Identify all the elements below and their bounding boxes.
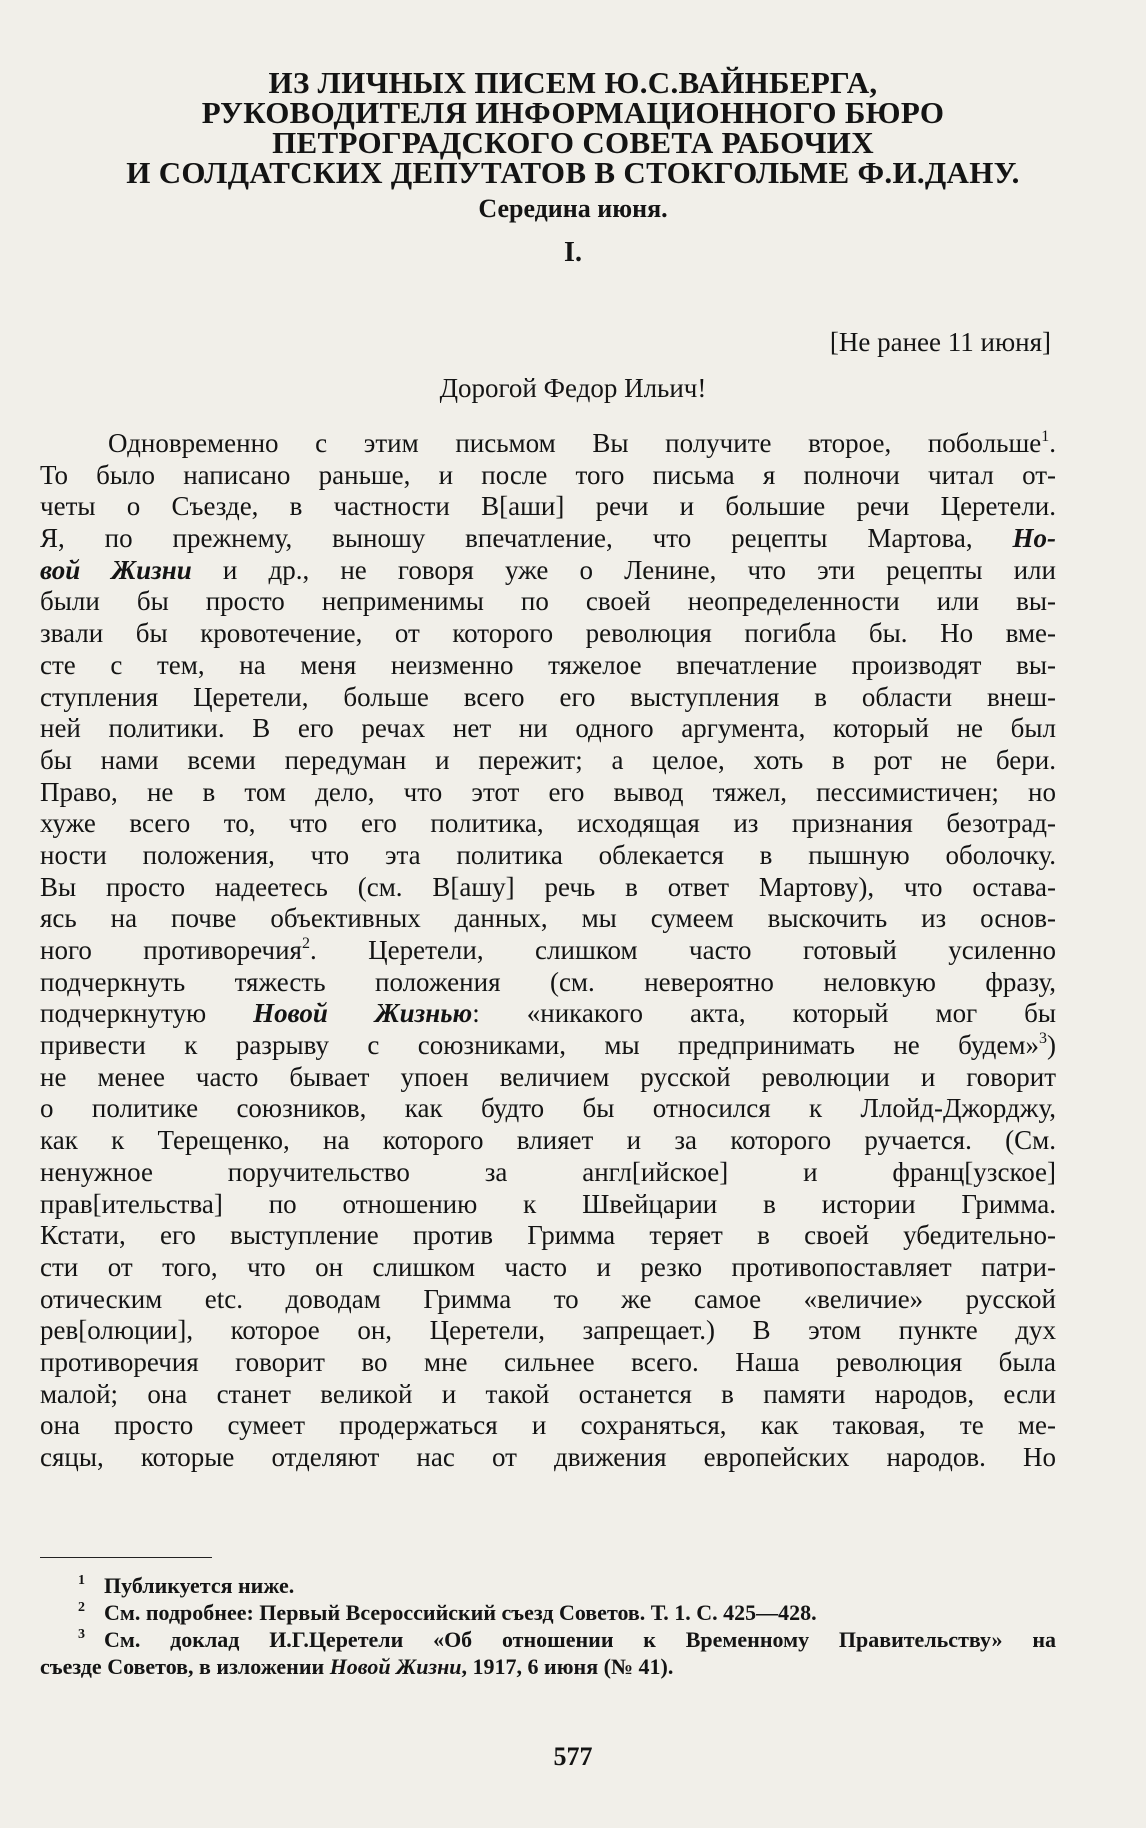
footnotes <box>40 1572 1056 1680</box>
body-line <box>40 967 1056 999</box>
footnote-line <box>40 1599 1056 1626</box>
body-line <box>40 777 1056 809</box>
text-segment: звали бы кровотечение, от которого революция погибла бы. Но вме- <box>40 618 1056 649</box>
title-line-1: ИЗ ЛИЧНЫХ ПИСЕМ Ю.С.ВАЙНБЕРГА, <box>268 65 878 100</box>
body-line <box>40 745 1056 777</box>
body-line <box>40 428 1056 460</box>
letter-salutation: Дорогой Федор Ильич! <box>439 373 707 403</box>
text-segment: и др., не говоря уже о Ленине, что эти рецепты или <box>191 554 1056 585</box>
body-line <box>40 682 1056 714</box>
text-segment: Публикуется ниже. <box>104 1573 295 1598</box>
body-line <box>40 1125 1056 1157</box>
text-segment: См. доклад И.Г.Церетели «Об отношении к Временному Правительству» на <box>104 1627 1056 1652</box>
body-line <box>40 1157 1056 1189</box>
body-line <box>40 555 1056 587</box>
text-segment: Право, не в том дело, что этот его вывод тяжел, пессимистичен; но <box>40 776 1056 807</box>
footnote-ref: 2 <box>301 935 310 952</box>
text-segment: ного противоречия <box>40 935 302 965</box>
title-line-3: ПЕТРОГРАДСКОГО СОВЕТА РАБОЧИХ <box>272 125 874 160</box>
body-line <box>40 1093 1056 1125</box>
text-segment: прав[ительства] по отношению к Швейцарии в истории Гримма. <box>40 1188 1056 1219</box>
text-segment: отическим etc. доводам Гримма то же самое «величие» русской <box>40 1283 1056 1314</box>
text-segment: ) <box>1047 1030 1056 1061</box>
body-line <box>40 460 1056 492</box>
body-line <box>40 1252 1056 1284</box>
document-date: Середина июня. <box>478 194 668 223</box>
text-segment: сте с тем, на меня неизменно тяжелое впечатление производят вы- <box>40 649 1056 680</box>
text-segment: сяцы, которые отделяют нас от движения европейских народов. Но <box>40 1442 1056 1472</box>
text-segment: бы нами всеми передуман и пережит; а целое, хоть в рот не бери. <box>40 744 1056 775</box>
text-segment: подчеркнутую <box>40 998 254 1029</box>
text-segment: были бы просто неприменимы по своей неопределенности или вы- <box>40 586 1056 617</box>
text-segment: Вы просто надеетесь (см. В[ашу] речь в ответ Мартову), что остава- <box>40 871 1056 902</box>
text-segment: четы о Съезде, в частности В[аши] речи и большие речи Церетели. <box>40 491 1056 522</box>
text-segment: она просто сумеет продержаться и сохраняться, как таковая, те ме- <box>40 1410 1056 1441</box>
text-segment: ясь на почве объективных данных, мы сумеем выскочить из основ- <box>40 903 1056 934</box>
section-number: I. <box>564 237 582 268</box>
footnote-number: 3 <box>78 1627 85 1642</box>
text-segment: не менее часто бывает упоен величием русской революции и говорит <box>40 1061 1056 1092</box>
title-line-2: РУКОВОДИТЕЛЯ ИНФОРМАЦИОННОГО БЮРО <box>201 95 945 130</box>
footnote-number: 1 <box>78 1573 85 1588</box>
text-segment: : «никакого акта, который мог бы <box>472 998 1056 1029</box>
text-segment: ней политики. В его речах нет ни одного аргумента, который не был <box>40 713 1056 744</box>
text-segment: съезде Советов, в изложении <box>40 1654 330 1679</box>
text-segment: , 1917, 6 июня (№ 41). <box>461 1654 674 1679</box>
body-line <box>40 903 1056 935</box>
text-segment: Одновременно с этим письмом Вы получите второе, побольше <box>108 428 1042 458</box>
body-line <box>40 1030 1056 1062</box>
footnote-divider <box>40 1557 212 1558</box>
body-line <box>40 618 1056 650</box>
body-line <box>40 713 1056 745</box>
body-line <box>40 872 1056 904</box>
body-line <box>40 840 1056 872</box>
body-line <box>40 491 1056 523</box>
body-line <box>40 1410 1056 1442</box>
text-segment: подчеркнуть тяжесть положения (см. невероятно неловкую фразу, <box>40 966 1056 997</box>
body-line <box>40 1189 1056 1221</box>
body-line <box>40 935 1056 967</box>
letter-body <box>40 428 1056 1474</box>
body-line <box>40 1220 1056 1252</box>
body-line <box>40 650 1056 682</box>
page-number: 577 <box>553 1742 593 1771</box>
body-line <box>40 586 1056 618</box>
body-line <box>40 523 1056 555</box>
footnote-ref: 3 <box>1039 1030 1047 1048</box>
footnote-line <box>40 1653 1056 1680</box>
italic-text: Но- <box>1012 523 1056 554</box>
text-segment: ненужное поручительство за англ[ийское] и франц[узское] <box>40 1156 1056 1187</box>
text-segment: См. подробнее: Первый Всероссийский съезд Советов. Т. 1. С. 425—428. <box>104 1600 817 1625</box>
text-segment: . Церетели, слишком часто готовый усиленно <box>309 935 1056 965</box>
italic-text: Новой Жизнью <box>253 998 473 1029</box>
document-header <box>40 65 1106 270</box>
footnote-line <box>40 1626 1056 1653</box>
text-segment: сти от того, что он слишком часто и резко противопоставляет патри- <box>40 1251 1056 1282</box>
body-line <box>40 1315 1056 1347</box>
text-segment: малой; она станет великой и такой останется в памяти народов, если <box>40 1378 1056 1409</box>
body-line <box>40 1062 1056 1094</box>
body-line <box>40 998 1056 1030</box>
text-segment: хуже всего то, что его политика, исходящая из признания безотрад- <box>40 808 1056 839</box>
body-line <box>40 808 1056 840</box>
text-segment: рев[олюции], которое он, Церетели, запрещает.) В этом пункте дух <box>40 1315 1056 1346</box>
body-line <box>40 1284 1056 1316</box>
italic-text: Новой Жизни <box>329 1654 462 1679</box>
body-line <box>40 1347 1056 1379</box>
text-segment: противоречия говорит во мне сильнее всего. Наша революция была <box>40 1346 1056 1377</box>
text-segment: . <box>1049 428 1056 458</box>
text-segment: о политике союзников, как будто бы относился к Ллойд-Джорджу, <box>40 1093 1056 1124</box>
italic-text: вой Жизни <box>40 554 192 585</box>
body-line <box>40 1442 1056 1474</box>
title-line-4: И СОЛДАТСКИХ ДЕПУТАТОВ В СТОКГОЛЬМЕ Ф.И.ДАНУ. <box>126 155 1020 190</box>
footnote-number: 2 <box>78 1600 85 1615</box>
letter-dating: [Не ранее 11 июня] <box>829 327 1051 357</box>
text-segment: Я, по прежнему, выношу впечатление, что рецепты Мартова, <box>40 523 1013 554</box>
text-segment: Кстати, его выступление против Гримма теряет в своей убедительно- <box>40 1220 1056 1251</box>
text-segment: привести к разрыву с союзниками, мы предпринимать не будем» <box>40 1030 1039 1061</box>
text-segment: ности положения, что эта политика облекается в пышную оболочку. <box>40 839 1056 870</box>
body-line <box>40 1379 1056 1411</box>
text-segment: как к Терещенко, на которого влияет и за которого ручается. (См. <box>40 1125 1056 1156</box>
text-segment: То было написано раньше, и после того письма я полночи читал от- <box>40 459 1056 490</box>
footnote-line <box>40 1572 1056 1599</box>
footnote-ref: 1 <box>1041 428 1050 445</box>
text-segment: ступления Церетели, больше всего его выступления в области внеш- <box>40 681 1056 712</box>
